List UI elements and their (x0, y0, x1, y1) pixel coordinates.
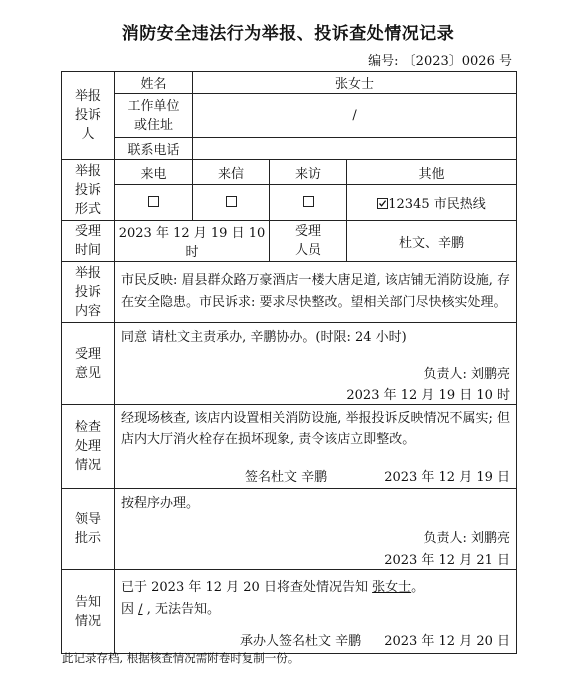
notice-line1: 已于 2023 年 12 月 20 日将查处情况告知 张女士。 (121, 580, 425, 595)
leader-label: 领导批示 (62, 489, 115, 570)
notice-line2-suffix: , 无法告知。 (146, 602, 220, 617)
inspection-sign: 签名杜文 辛鹏 (245, 470, 328, 485)
reporter-section-label: 举报投诉人 (62, 72, 115, 160)
opinion-responsible: 负责人: 刘鹏亮 (423, 367, 511, 382)
notice-label: 告知情况 (62, 570, 115, 654)
option-visit-label: 来访 (270, 160, 347, 185)
receipt-time-value: 2023 年 12 月 19 日 10 时 (115, 221, 270, 262)
option-letter-label: 来信 (193, 160, 270, 185)
serial-number: 编号: 〔2023〕0026 号 (368, 54, 512, 69)
checkbox-phone[interactable] (148, 196, 159, 207)
leader-text: 按程序办理。 (121, 496, 200, 511)
inspection-date: 2023 年 12 月 19 日 (384, 470, 511, 485)
option-letter-cell (193, 185, 270, 221)
opinion-date: 2023 年 12 月 19 日 10 时 (346, 388, 511, 403)
other-value: 12345 市民热线 (388, 197, 486, 212)
checkbox-letter[interactable] (226, 196, 237, 207)
notice-sign: 承办人签名杜文 辛鹏 (240, 634, 362, 649)
option-other-cell (347, 185, 517, 221)
opinion-text: 同意 请杜文主责承办, 辛鹏协办。(时限: 24 小时) (121, 330, 407, 345)
name-value: 张女士 (193, 72, 517, 94)
option-phone-label: 来电 (115, 160, 193, 185)
receipt-time-label: 受理时间 (62, 221, 115, 262)
content-text: 市民反映: 眉县群众路万豪酒店一楼大唐足道, 该店铺无消防设施, 存在安全隐患。市民诉求: 要求尽快整改。望相关部门尽快核实处理。 (115, 262, 517, 323)
inspection-label: 检查处理情况 (62, 405, 115, 489)
footer-note: 此记录存档, 根据核查情况需附卷时复制一份。 (62, 651, 300, 665)
option-phone-cell (115, 185, 193, 221)
content-label: 举报投诉内容 (62, 262, 115, 323)
name-label: 姓名 (115, 72, 193, 94)
option-other-label: 其他 (347, 160, 517, 185)
receipt-person-value: 杜文、辛鹏 (347, 221, 517, 262)
document-title: 消防安全违法行为举报、投诉查处情况记录 (121, 24, 455, 44)
check-icon (378, 199, 387, 208)
notice-recipient: 张女士 (372, 580, 412, 595)
receipt-person-label: 受理人员 (270, 221, 347, 262)
notice-line1-prefix: 已于 2023 年 12 月 20 日将查处情况告知 (121, 580, 368, 595)
phone-value (193, 138, 517, 160)
opinion-label: 受理意见 (62, 323, 115, 405)
workplace-value: / (193, 94, 517, 138)
checkbox-visit[interactable] (303, 196, 314, 207)
leader-date: 2023 年 12 月 21 日 (384, 553, 511, 568)
option-visit-cell (270, 185, 347, 221)
inspection-text: 经现场核查, 该店内设置相关消防设施, 举报投诉反映情况不属实; 但店内大厅消火栓存在损坏现象, 责令该店立即整改。 (121, 411, 511, 447)
notice-reason: / (138, 602, 143, 617)
notice-line2-prefix: 因 (121, 602, 135, 617)
workplace-label: 工作单位或住址 (115, 94, 193, 138)
record-table (61, 71, 517, 654)
notice-line2 (121, 598, 220, 617)
form-section-label: 举报投诉形式 (62, 160, 115, 221)
notice-date: 2023 年 12 月 20 日 (384, 634, 511, 649)
phone-label: 联系电话 (115, 138, 193, 160)
checkbox-other-checked[interactable] (377, 198, 388, 209)
leader-responsible: 负责人: 刘鹏亮 (423, 531, 511, 546)
